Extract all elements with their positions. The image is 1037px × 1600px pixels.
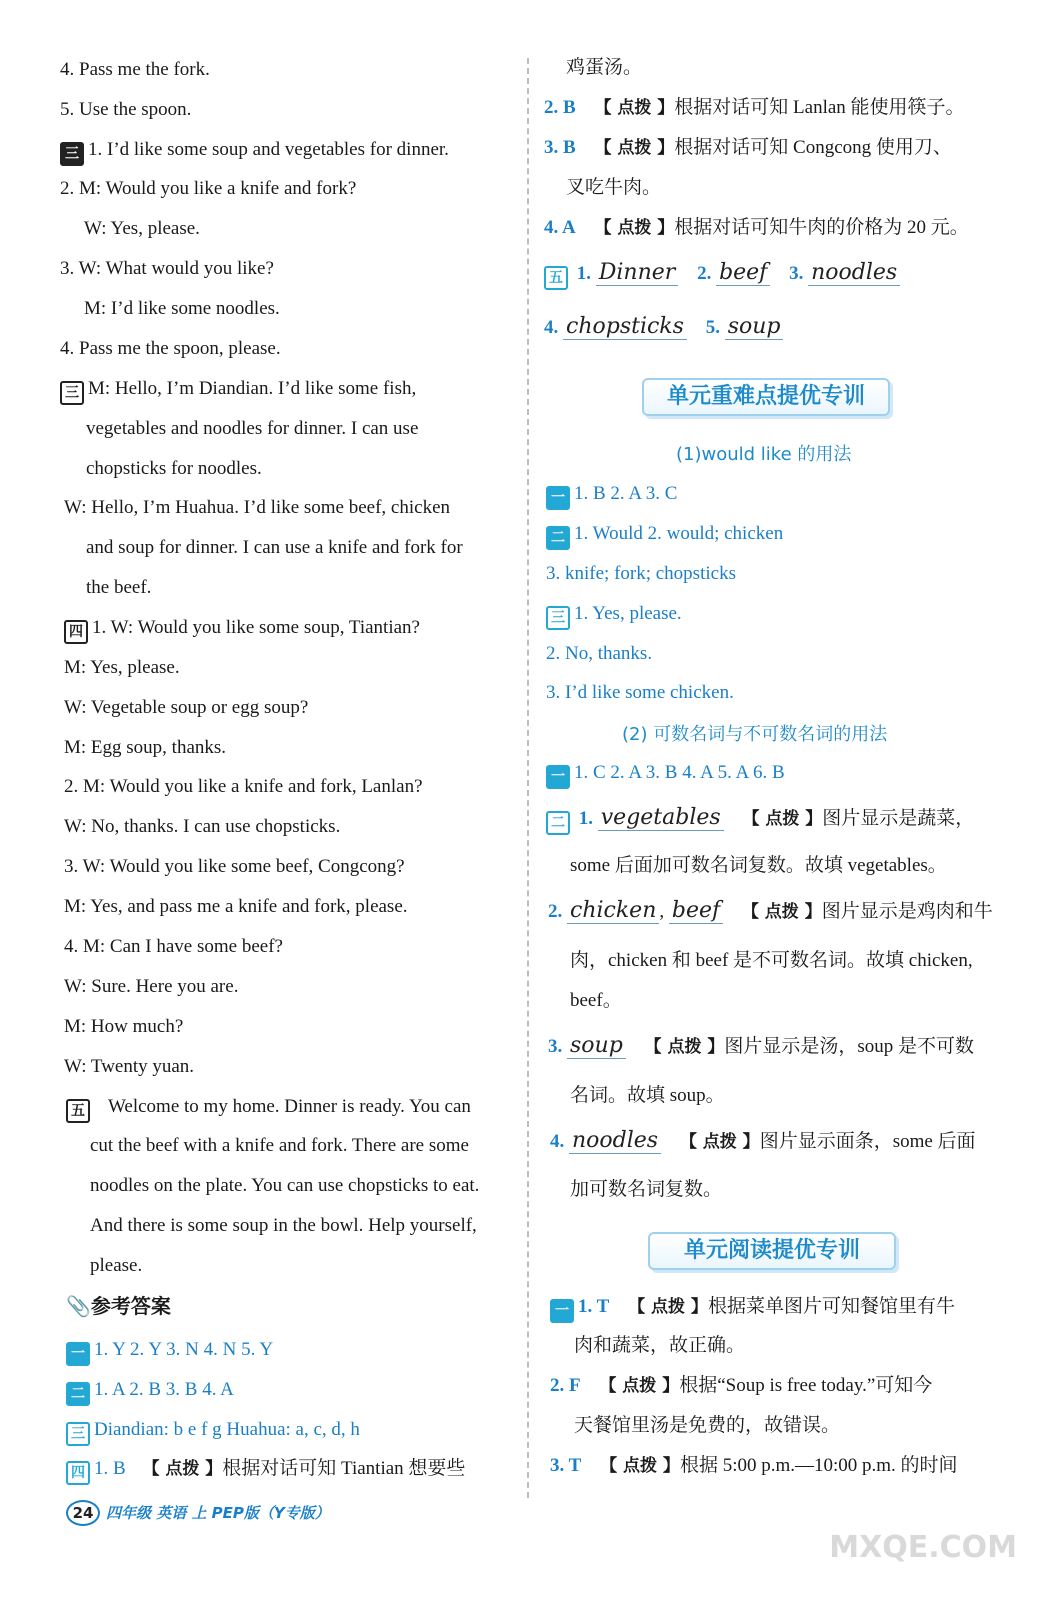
section-badge: 一 [546, 486, 570, 510]
text-line: M: Egg soup, thanks. [64, 737, 227, 758]
handwritten-answers-row: 五 1. Dinner 2. beef 3. noodles [544, 260, 900, 290]
answer-line: 四 1. B 【 点拨 】根据对话可知 Tiantian 想要些 [66, 1456, 465, 1485]
handwritten-answer: beef [716, 260, 770, 286]
answer-line: 3. B 【 点拨 】根据对话可知 Congcong 使用刀、 [544, 137, 952, 158]
text-line: W: No, thanks. I can use chopsticks. [64, 816, 341, 837]
section-3b-line: 三 M: Hello, I’m Diandian. I’d like some fish, [60, 376, 416, 405]
answer-line: 4. noodles 【 点拨 】图片显示面条，some 后面 [550, 1128, 976, 1153]
handwritten-answer: beef [669, 898, 723, 924]
text-line: 名词。故填 soup。 [570, 1085, 725, 1106]
page-footer: 24 四年级 英语 上 PEP版（Y专版） [66, 1500, 330, 1526]
answer-line: 2. B 【 点拨 】根据对话可知 Lanlan 能使用筷子。 [544, 97, 965, 118]
handwritten-answer: noodles [569, 1128, 661, 1154]
section-banner: 单元阅读提优专训 [648, 1232, 896, 1270]
text-line: 加可数名词复数。 [570, 1179, 723, 1200]
handwritten-answers-row: 4. chopsticks 5. soup [544, 314, 783, 341]
text-line: W: Yes, please. [84, 218, 200, 239]
text-line: 5. Use the spoon. [60, 99, 192, 120]
section-badge: 四 [64, 620, 88, 644]
section-badge: 一 [66, 1342, 90, 1366]
text-line: M: Yes, please. [64, 657, 180, 678]
text-line: M: How much? [64, 1016, 184, 1037]
handwritten-answer: Dinner [596, 260, 679, 286]
answer-line: 一 1. B 2. A 3. C [546, 481, 677, 510]
answer-line: 2. No, thanks. [546, 643, 653, 664]
section-badge: 一 [550, 1299, 574, 1323]
text-line: 肉和蔬菜，故正确。 [574, 1335, 746, 1356]
section-badge: 四 [66, 1461, 90, 1485]
answer-line: 三 1. Yes, please. [546, 601, 682, 630]
answer-line: 二 1. A 2. B 3. B 4. A [66, 1377, 234, 1406]
answer-line: 二 1. Would 2. would; chicken [546, 521, 783, 550]
answer-line: 一 1. Y 2. Y 3. N 4. N 5. Y [66, 1337, 273, 1366]
text-line: M: I’d like some noodles. [84, 298, 280, 319]
handwritten-answer: vegetables [598, 805, 724, 831]
text-line: W: Sure. Here you are. [64, 976, 239, 997]
text-line: cut the beef with a knife and fork. There are some [90, 1135, 469, 1156]
section-badge: 三 [66, 1422, 90, 1446]
handwritten-answer: soup [725, 314, 784, 340]
handwritten-answer: chopsticks [563, 314, 687, 340]
text-line: beef。 [570, 990, 622, 1011]
section-badge: 五 [66, 1099, 90, 1123]
text-line: 4. Pass me the fork. [60, 59, 210, 80]
section-badge: 二 [66, 1382, 90, 1406]
section-badge: 一 [546, 765, 570, 789]
answer-line: 3. I’d like some chicken. [546, 682, 734, 703]
section-4-line: 四 1. W: Would you like some soup, Tiantian? [64, 615, 420, 644]
answer-line: 2. F 【 点拨 】根据“Soup is free today.”可知今 [550, 1375, 933, 1396]
text-line: and soup for dinner. I can use a knife and fork for [86, 537, 463, 558]
text-line: 4. M: Can I have some beef? [64, 936, 283, 957]
section-5-line: 五 Welcome to my home. Dinner is ready. You can [66, 1094, 471, 1123]
text-line: the beef. [86, 577, 152, 598]
text-line: 叉吃牛肉。 [566, 177, 662, 198]
text-line: 3. W: Would you like some beef, Congcong? [64, 856, 405, 877]
section-badge: 三 [60, 381, 84, 405]
text-line: vegetables and noodles for dinner. I can use [86, 418, 419, 439]
answer-line: 3. soup 【 点拨 】图片显示是汤，soup 是不可数 [548, 1033, 975, 1058]
paperclip-icon: 📎 [66, 1294, 91, 1318]
text-line: 2. M: Would you like a knife and fork, Lanlan? [64, 776, 423, 797]
text-line: 天餐馆里汤是免费的，故错误。 [574, 1415, 841, 1436]
text-line: please. [90, 1255, 143, 1276]
handwritten-answer: chicken [567, 898, 659, 924]
answer-line: 一 1. C 2. A 3. B 4. A 5. A 6. B [546, 760, 785, 789]
answer-line: 3. knife; fork; chopsticks [546, 563, 736, 584]
section-3-line: 三 1. I’d like some soup and vegetables for dinner. [60, 137, 449, 166]
text-line: 3. W: What would you like? [60, 258, 274, 279]
answer-line: 二 1. vegetables 【 点拨 】图片显示是蔬菜， [546, 805, 974, 835]
handwritten-answer: noodles [808, 260, 900, 286]
subsection-title: (1)would like 的用法 [676, 444, 852, 465]
text-line: 2. M: Would you like a knife and fork? [60, 178, 357, 199]
section-badge: 三 [60, 142, 84, 166]
text-line: 肉，chicken 和 beef 是不可数名词。故填 chicken, [570, 950, 973, 971]
text-line: W: Vegetable soup or egg soup? [64, 697, 309, 718]
text-line: And there is some soup in the bowl. Help yourself, [90, 1215, 477, 1236]
answer-line: 4. A 【 点拨 】根据对话可知牛肉的价格为 20 元。 [544, 217, 969, 238]
answer-line: 2. chicken , beef 【 点拨 】图片显示是鸡肉和牛 [548, 898, 993, 923]
text-line: M: Yes, and pass me a knife and fork, please. [64, 896, 408, 917]
watermark: MXQE.COM [829, 1530, 1017, 1565]
section-badge: 二 [546, 526, 570, 550]
subsection-title: (2) 可数名词与不可数名词的用法 [622, 724, 888, 745]
column-divider [527, 58, 529, 1498]
handwritten-answer: soup [567, 1033, 626, 1059]
text-line: noodles on the plate. You can use chopsticks to eat. [90, 1175, 480, 1196]
text-line: W: Hello, I’m Huahua. I’d like some beef, chicken [64, 497, 451, 518]
section-badge: 五 [544, 266, 568, 290]
page-number: 24 [66, 1500, 100, 1526]
text-line: W: Twenty yuan. [64, 1056, 195, 1077]
text-line: 4. Pass me the spoon, please. [60, 338, 281, 359]
section-badge: 二 [546, 811, 570, 835]
answer-line: 一 1. T 【 点拨 】根据菜单图片可知餐馆里有牛 [550, 1294, 955, 1323]
text-line: 鸡蛋汤。 [566, 57, 643, 78]
text-line: some 后面加可数名词复数。故填 vegetables。 [570, 855, 947, 876]
answer-line: 三 Diandian: b e f g Huahua: a, c, d, h [66, 1417, 360, 1446]
answer-line: 3. T 【 点拨 】根据 5:00 p.m.—10:00 p.m. 的时间 [550, 1455, 958, 1476]
section-badge: 三 [546, 606, 570, 630]
section-banner: 单元重难点提优专训 [642, 378, 890, 416]
text-line: chopsticks for noodles. [86, 458, 262, 479]
reference-answers-title: 📎参考答案 [66, 1294, 171, 1318]
